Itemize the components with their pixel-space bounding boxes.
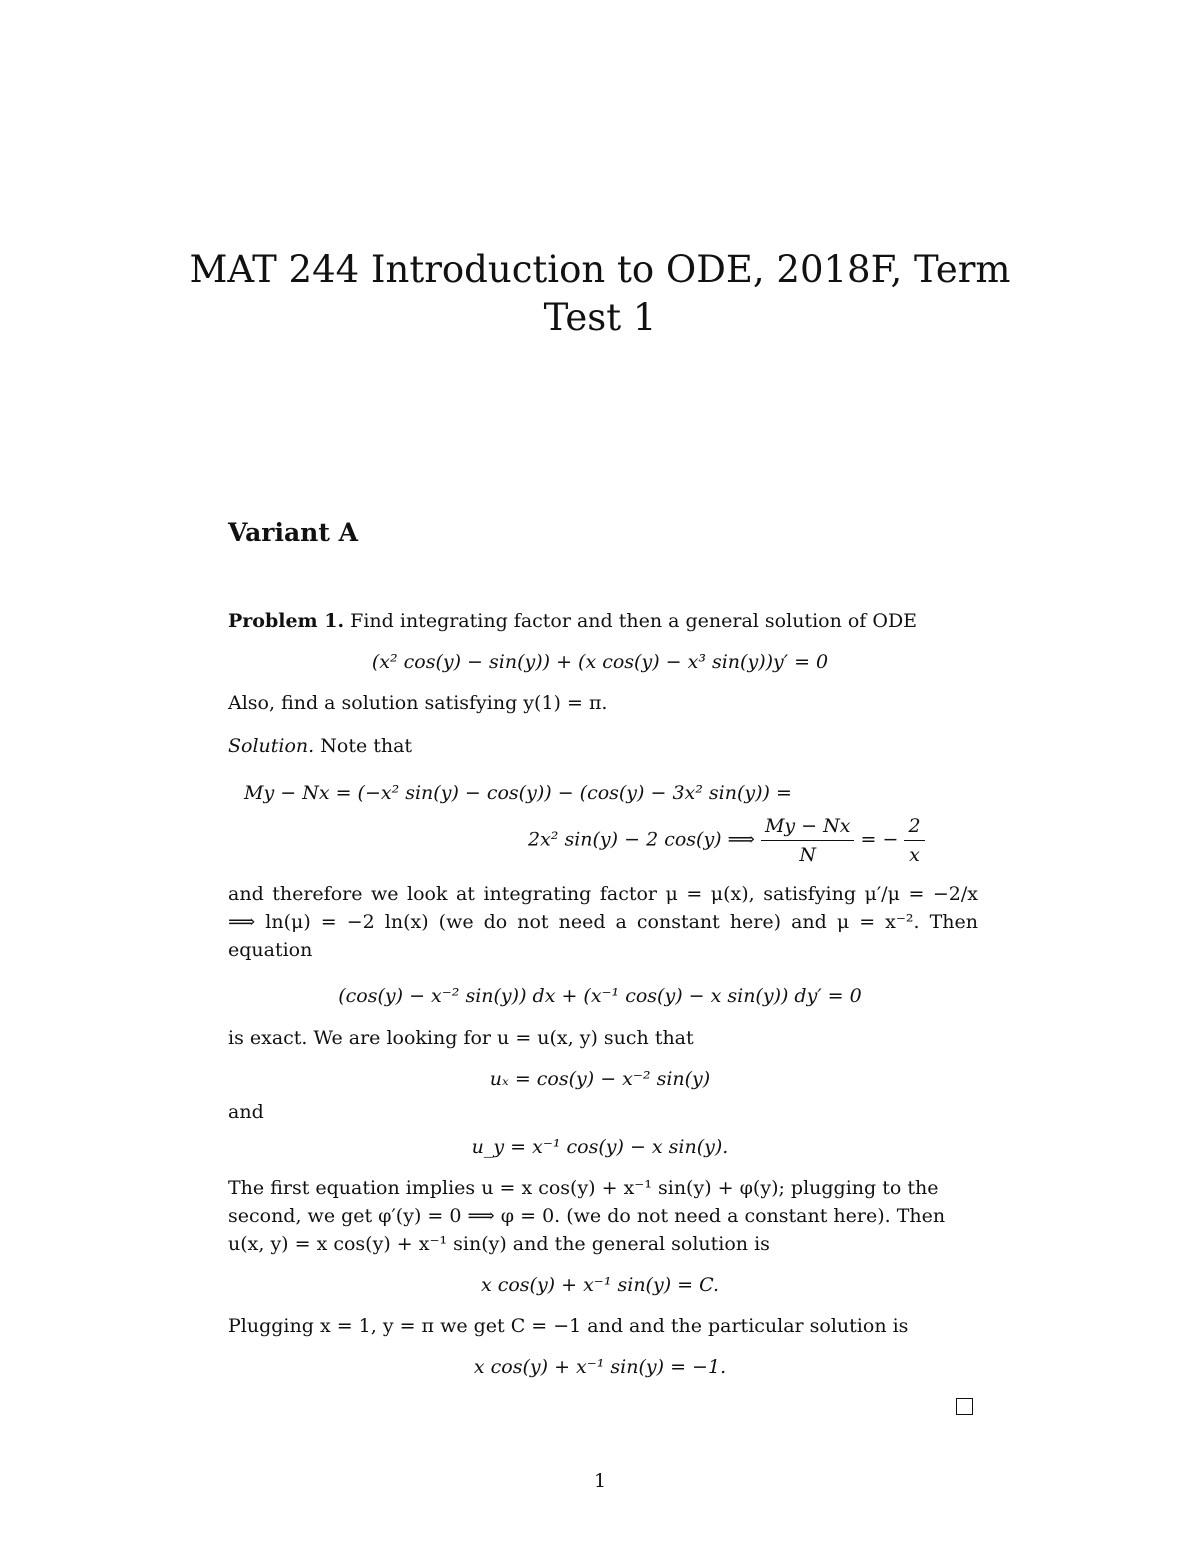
page-number: 1 (593, 1470, 607, 1492)
ode-equation: (x² cos(y) − sin(y)) + (x cos(y) − x³ sin(y))y′ = 0 (371, 651, 829, 673)
problem-label: Problem 1. (228, 610, 345, 632)
equation-my-nx: My − Nx = (−x² sin(y) − cos(y)) − (cos(y) − 3x² sin(y)) = (244, 782, 792, 804)
problem-also: Also, find a solution satisfying y(1) = π. (228, 692, 608, 714)
fraction-numerator: My − Nx (761, 812, 855, 841)
equation-particular-solution: x cos(y) + x⁻¹ sin(y) = −1. (473, 1356, 727, 1378)
paragraph-exact: is exact. We are looking for u = u(x, y) such that (228, 1027, 694, 1049)
paragraph-general-solution: The first equation implies u = x cos(y) + x⁻¹ sin(y) + φ(y); plugging to the second, we get φ′(y) = 0 ⟹ φ = 0. (we do not need a constant here). Then u(x, y) = x cos(y) + x⁻¹ sin(y) and the general solution is (228, 1177, 946, 1255)
problem-statement (228, 607, 978, 635)
equation-my-nx-continued (528, 812, 925, 869)
paragraph-integrating-factor: and therefore we look at integrating factor μ = μ(x), satisfying μ′/μ = −2/x ⟹ ln(μ) = −2 ln(x) (we do not need a constant here) and μ = x⁻². Then equation (228, 883, 978, 961)
paragraph-particular: Plugging x = 1, y = π we get C = −1 and and the particular solution is (228, 1315, 909, 1337)
equation-uy: u_y = x⁻¹ cos(y) − x sin(y). (471, 1136, 729, 1158)
solution-intro (228, 732, 978, 760)
fraction2-numerator: 2 (904, 812, 924, 841)
equation-ux: uₓ = cos(y) − x⁻² sin(y) (489, 1068, 711, 1090)
fraction-my-nx-over-n (761, 812, 855, 869)
fraction-two-over-x (904, 812, 924, 869)
document-title-line2: Test 1 (543, 296, 657, 339)
solution-label: Solution. (228, 735, 315, 757)
fraction2-denominator: x (909, 844, 920, 866)
connector-and: and (228, 1101, 264, 1123)
problem-text: Find integrating factor and then a general solution of ODE (350, 610, 918, 632)
section-heading: Variant A (228, 518, 358, 547)
equation-general-solution: x cos(y) + x⁻¹ sin(y) = C. (480, 1274, 720, 1296)
eq2-right: = − (860, 828, 899, 851)
qed-box-icon (956, 1398, 973, 1415)
solution-intro-text: Note that (320, 735, 413, 757)
equation-exact: (cos(y) − x⁻² sin(y)) dx + (x⁻¹ cos(y) − x sin(y)) dy′ = 0 (338, 985, 862, 1007)
document-title-line1: MAT 244 Introduction to ODE, 2018F, Term (189, 248, 1011, 291)
fraction-denominator: N (799, 844, 817, 866)
eq2-left: 2x² sin(y) − 2 cos(y) ⟹ (528, 828, 755, 851)
